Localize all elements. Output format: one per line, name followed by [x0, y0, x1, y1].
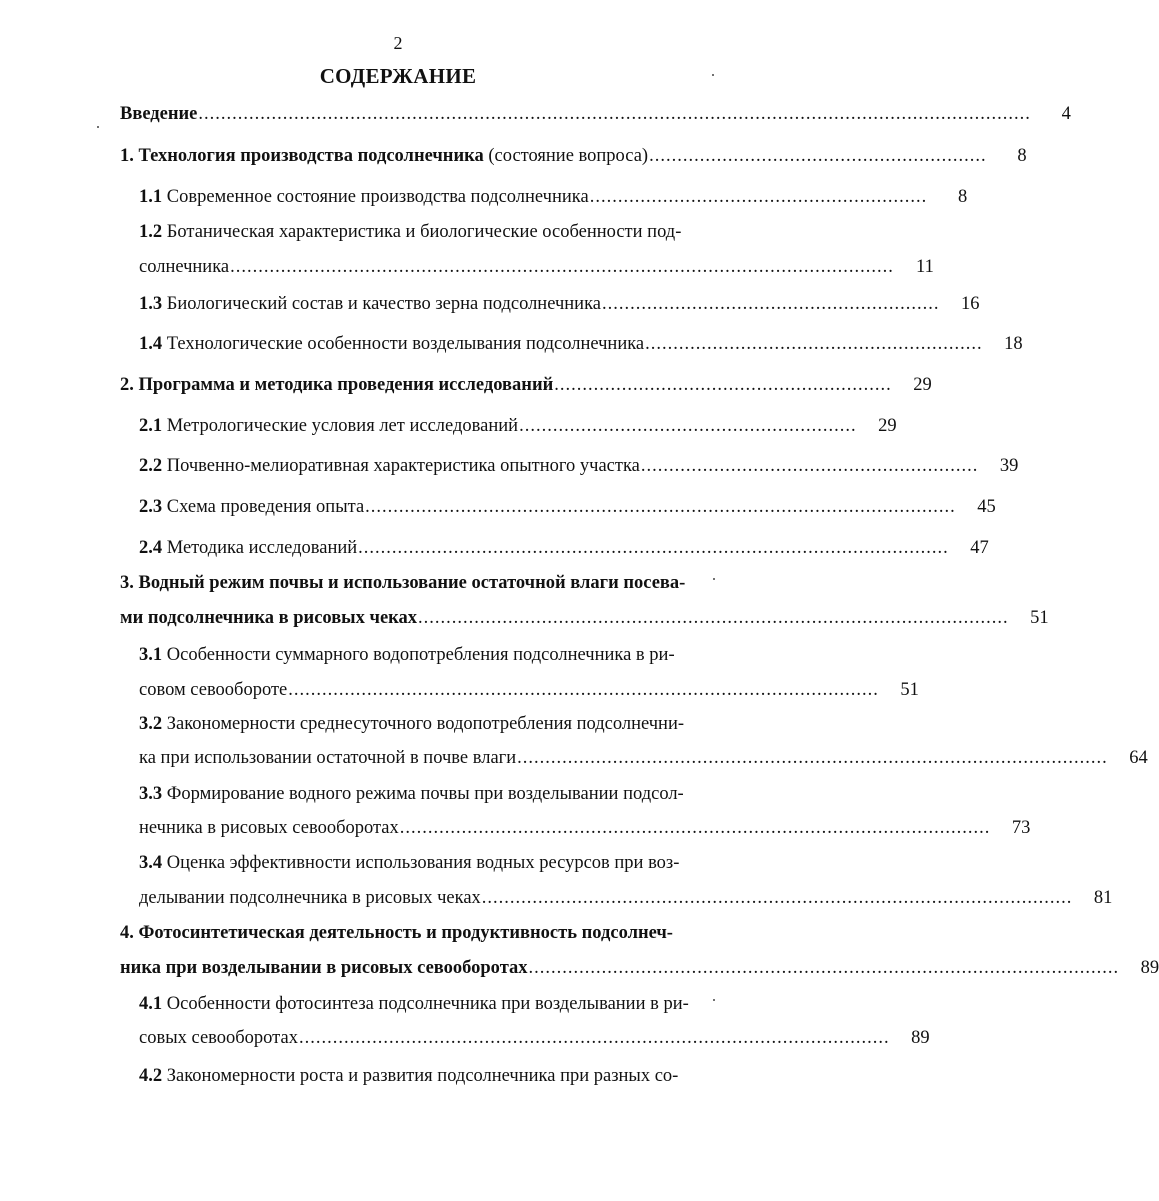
- toc-page-number: 29: [913, 375, 932, 395]
- toc-entry-number: 1.1: [139, 187, 163, 207]
- toc-entry-number: 1.2: [139, 222, 163, 242]
- toc-page-number: 89: [1140, 958, 1159, 978]
- toc-entry-number: 4.: [120, 923, 134, 943]
- toc-entry-title-continued: совых севооборотах: [139, 1028, 298, 1048]
- toc-entry-title: Программа и методика проведения исследований: [138, 375, 554, 395]
- toc-entry-chapter-3: [120, 573, 738, 594]
- leader-dots: .........................................................................................................: [298, 1028, 890, 1048]
- toc-entry-chapter-4-continued: [120, 958, 1159, 979]
- leader-dots: .........................................................................................................: [481, 888, 1073, 908]
- toc-page-number: 47: [970, 538, 989, 558]
- toc-entry-section-1-2: [139, 222, 738, 243]
- toc-page-number: 18: [1004, 334, 1023, 354]
- leader-dots: .........................................................................................................: [358, 538, 949, 558]
- leader-dots: .........................................................................................................: [418, 608, 1009, 628]
- toc-page-number: 8: [1017, 146, 1027, 166]
- toc-entry-number: 2.3: [139, 497, 163, 517]
- toc-entry-title: Современное состояние производства подсолнечника: [166, 187, 589, 207]
- toc-entry-title: Фотосинтетическая деятельность и продуктивность подсолнеч-: [138, 923, 673, 943]
- leader-dots: ....................................................................................................................................................: [198, 104, 1031, 124]
- toc-page-number: 51: [1030, 608, 1049, 628]
- toc-page-number: 4: [1061, 104, 1071, 124]
- toc-entry-intro: [120, 104, 1071, 125]
- toc-entry-section-3-4: [139, 853, 738, 874]
- toc-page-number: 81: [1093, 888, 1113, 908]
- toc-entry-title: Особенности суммарного водопотребления подсолнечника в ри-: [166, 645, 675, 665]
- toc-entry-number: 4.1: [139, 994, 163, 1014]
- toc-entry-title: Биологический состав и качество зерна подсолнечника: [166, 294, 601, 314]
- toc-page-number: 29: [878, 416, 897, 436]
- toc-entry-title: Закономерности среднесуточного водопотребления подсолнечни-: [166, 714, 685, 734]
- toc-entry-title: Методика исследований: [166, 538, 358, 558]
- toc-entry-section-3-3: [139, 784, 738, 805]
- toc-entry-chapter-2: [120, 375, 932, 396]
- leader-dots: .........................................................................................................: [399, 818, 991, 838]
- toc-entry-title: Особенности фотосинтеза подсолнечника при возделывании в ри-: [166, 994, 689, 1014]
- page-title: СОДЕРЖАНИЕ: [319, 64, 477, 88]
- leader-dots: ......................................................................................................................: [230, 257, 894, 277]
- toc-entry-title-continued: ка при использовании остаточной в почве влаги: [139, 748, 517, 768]
- toc-entry-section-4-1-continued: [139, 1028, 930, 1049]
- scan-speck: [713, 578, 715, 580]
- leader-dots: .........................................................................................................: [288, 680, 879, 700]
- toc-page-number: 73: [1011, 818, 1031, 838]
- toc-entry-section-3-1: [139, 645, 738, 666]
- toc-entry-section-2-3: [139, 497, 996, 518]
- leader-dots: ............................................................: [554, 375, 892, 395]
- toc-page-number: 39: [999, 456, 1019, 476]
- toc-page-number: 89: [911, 1028, 930, 1048]
- leader-dots: .........................................................................................................: [517, 748, 1108, 768]
- toc-entry-title-continued: ника при возделывании в рисовых севооборотах: [120, 958, 528, 978]
- toc-entry-number: 3.1: [139, 645, 163, 665]
- leader-dots: .........................................................................................................: [528, 958, 1120, 978]
- toc-entry-number: 3.4: [139, 853, 163, 873]
- toc-page-number: 45: [977, 497, 996, 517]
- toc-entry-title: Введение: [120, 104, 198, 124]
- leader-dots: .........................................................................................................: [365, 497, 956, 517]
- leader-dots: ............................................................: [649, 146, 987, 166]
- toc-entry-number: 2.: [120, 375, 134, 395]
- toc-entry-section-3-4-continued: [139, 888, 1113, 909]
- toc-entry-number: 1.3: [139, 294, 163, 314]
- leader-dots: ............................................................: [589, 187, 928, 207]
- leader-dots: ............................................................: [602, 294, 940, 314]
- toc-entry-chapter-4: [120, 923, 738, 944]
- toc-entry-title: Технология производства подсолнечника: [138, 146, 484, 166]
- toc-entry-title: Оценка эффективности использования водных ресурсов при воз-: [166, 853, 680, 873]
- toc-page-number: 51: [900, 680, 919, 700]
- toc-entry-section-4-2: [139, 1066, 738, 1087]
- toc-entry-title: Метрологические условия лет исследований: [166, 416, 519, 436]
- toc-entry-section-1-3: [139, 294, 980, 315]
- toc-entry-number: 1.4: [139, 334, 163, 354]
- toc-page-number: 11: [916, 257, 934, 277]
- page-number: 2: [393, 33, 403, 53]
- toc-entry-section-4-1: [139, 994, 738, 1015]
- toc-entry-number: 3.: [120, 573, 134, 593]
- toc-entry-title: Формирование водного режима почвы при возделывании подсол-: [166, 784, 684, 804]
- scan-speck: [97, 126, 99, 128]
- toc-entry-title: Водный режим почвы и использование остаточной влаги посева-: [138, 573, 686, 593]
- toc-entry-title-continued: ми подсолнечника в рисовых чеках: [120, 608, 418, 628]
- toc-entry-title: Закономерности роста и развития подсолнечника при разных со-: [166, 1066, 679, 1086]
- toc-entry-title: Технологические особенности возделывания подсолнечника: [166, 334, 645, 354]
- toc-page-number: 8: [957, 187, 968, 207]
- toc-page-number: 64: [1129, 748, 1148, 768]
- toc-entry-title-continued: совом севообороте: [139, 680, 288, 700]
- toc-entry-section-1-1: [139, 187, 968, 208]
- toc-entry-number: 4.2: [139, 1066, 163, 1086]
- toc-entry-section-2-1: [139, 416, 897, 437]
- toc-entry-title-continued: солнечника: [139, 257, 230, 277]
- toc-entry-section-1-2-continued: [139, 257, 934, 278]
- toc-entry-number: 2.1: [139, 416, 163, 436]
- scan-speck: [712, 74, 714, 76]
- toc-entry-section-1-4: [139, 334, 1023, 355]
- toc-entry-title: Почвенно-мелиоративная характеристика опытного участка: [166, 456, 640, 476]
- toc-page-number: 16: [961, 294, 980, 314]
- toc-entry-number: 2.4: [139, 538, 163, 558]
- toc-entry-section-3-1-continued: [139, 680, 919, 701]
- toc-entry-title: Ботаническая характеристика и биологические особенности под-: [166, 222, 682, 242]
- toc-entry-section-3-3-continued: [139, 818, 1031, 839]
- toc-entry-section-3-2-continued: [139, 748, 1148, 769]
- toc-entry-title-continued: нечника в рисовых севооборотах: [139, 818, 399, 838]
- toc-entry-number: 2.2: [139, 456, 163, 476]
- leader-dots: ............................................................: [519, 416, 857, 436]
- toc-entry-number: 3.2: [139, 714, 163, 734]
- scan-speck: [713, 999, 715, 1001]
- toc-entry-chapter-1: [120, 146, 1027, 167]
- toc-entry-chapter-3-continued: [120, 608, 1049, 629]
- toc-entry-number: 3.3: [139, 784, 163, 804]
- toc-entry-section-2-2: [139, 456, 1019, 477]
- toc-entry-title: Схема проведения опыта: [166, 497, 365, 517]
- leader-dots: ............................................................: [640, 456, 979, 476]
- toc-entry-section-2-4: [139, 538, 989, 559]
- toc-entry-title-continued: делывании подсолнечника в рисовых чеках: [139, 888, 481, 908]
- toc-entry-section-3-2: [139, 714, 738, 735]
- leader-dots: ............................................................: [645, 334, 983, 354]
- toc-entry-number: 1.: [120, 146, 134, 166]
- toc-entry-subtitle: (состояние вопроса): [483, 146, 649, 166]
